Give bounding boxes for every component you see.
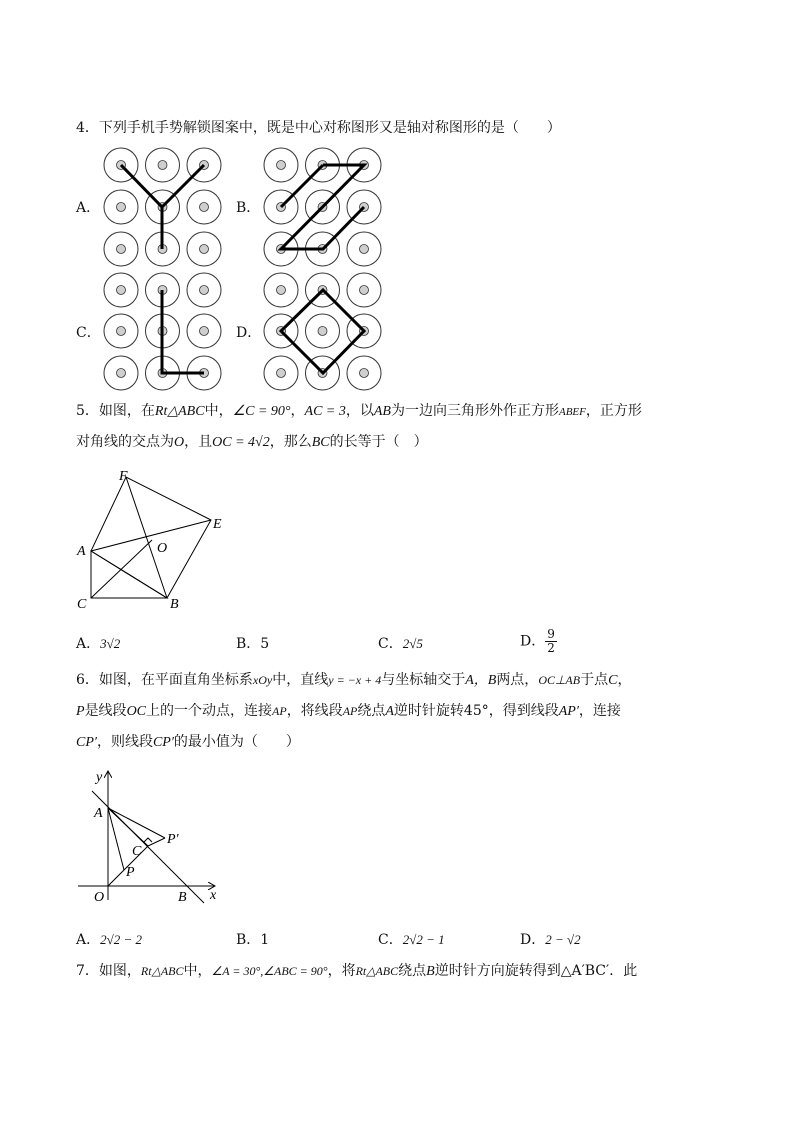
q4-option-b-label: B． bbox=[236, 200, 261, 216]
q6-math: CP′ bbox=[152, 735, 174, 750]
q4-dot-center bbox=[360, 286, 369, 295]
q5-text: 对角线的交点为 bbox=[76, 434, 174, 450]
q5-label-a: A bbox=[77, 544, 86, 559]
q7-math: B bbox=[426, 964, 435, 979]
q6-text: 两点， bbox=[496, 672, 539, 688]
q4-dot-center bbox=[117, 369, 126, 378]
q5-math: AC = 3 bbox=[304, 404, 346, 419]
q5-option-b: B．5 bbox=[236, 636, 270, 652]
q6-math: OC⊥AB bbox=[538, 673, 581, 687]
q6-line-3 bbox=[76, 732, 300, 753]
q4-pattern-grid-figure bbox=[0, 0, 794, 400]
q5-option-a-label: A． bbox=[76, 636, 101, 652]
q5-math: O bbox=[174, 435, 185, 450]
q6-text: ，将线段 bbox=[286, 703, 343, 719]
q4-dot-center bbox=[200, 245, 209, 254]
q6-math: C bbox=[608, 673, 618, 688]
q4-dot-center bbox=[200, 286, 209, 295]
q5-label-o: O bbox=[157, 541, 168, 556]
q5-label-c: C bbox=[77, 597, 87, 612]
q6-math: y = −x + 4 bbox=[328, 673, 382, 687]
q5-triangle-abc bbox=[91, 551, 167, 598]
q6-option-c bbox=[378, 930, 445, 950]
q7-line-1 bbox=[76, 961, 637, 982]
q5-math: Rt△ABC bbox=[154, 404, 205, 419]
q7-math: Rt△ABC bbox=[140, 964, 184, 978]
q7-text: 7．如图， bbox=[76, 963, 141, 979]
q6-math: AP bbox=[342, 704, 358, 718]
q5-text: ，那么 bbox=[269, 434, 312, 450]
q6-label-o: O bbox=[94, 890, 105, 905]
q7-text: 中， bbox=[183, 963, 212, 979]
q5-math: OC = 4√2 bbox=[212, 435, 270, 450]
q4-dot-center bbox=[117, 245, 126, 254]
q6-text: 是线段 bbox=[84, 703, 127, 719]
q4-stem: 4．下列手机手势解锁图案中，既是中心对称图形又是轴对称图形的是（ ） bbox=[76, 120, 561, 136]
q5-option-d-label: D． bbox=[520, 633, 546, 650]
q5-math: ∠C = 90° bbox=[232, 404, 291, 419]
q6-option-d-value: 2 − √2 bbox=[545, 932, 581, 947]
q6-math: A bbox=[385, 704, 394, 719]
q6-text: 与坐标轴交于 bbox=[381, 672, 466, 688]
q7-math: ∠A = 30°,∠ABC = 90° bbox=[211, 964, 328, 978]
q6-option-d-label: D． bbox=[520, 932, 546, 948]
q6-math: CP′ bbox=[76, 735, 97, 750]
q5-option-d-denominator: 2 bbox=[547, 641, 555, 655]
q6-math: P bbox=[76, 704, 85, 719]
q5-line-2 bbox=[76, 432, 428, 453]
q4-dot-center bbox=[360, 369, 369, 378]
q6-math: AP bbox=[272, 704, 287, 718]
q6-text: ，则线段 bbox=[96, 734, 153, 750]
q5-math: AB bbox=[373, 404, 391, 419]
q7-text: 逆时针方向旋转得到△A′BC′．此 bbox=[434, 963, 638, 979]
q6-line-2 bbox=[76, 701, 621, 722]
q6-segment-ap-prime bbox=[108, 808, 165, 838]
q6-text: 逆时针旋转45°，得到线段 bbox=[393, 703, 559, 719]
q6-option-c-label: C． bbox=[378, 932, 403, 948]
q4-dot-center bbox=[318, 327, 327, 336]
q6-text: 上的一个动点，连接 bbox=[146, 703, 273, 719]
q6-option-b: B．1 bbox=[236, 932, 270, 948]
q6-option-a bbox=[76, 930, 142, 950]
q5-geometry-figure bbox=[72, 465, 252, 615]
q7-text: ，将 bbox=[327, 963, 356, 979]
q6-segment-cp-prime bbox=[148, 838, 165, 846]
q6-label-p: P bbox=[126, 865, 135, 880]
q6-line-1 bbox=[76, 670, 631, 691]
q4-dot-center bbox=[277, 161, 286, 170]
q5-option-c-value: 2√5 bbox=[402, 636, 423, 651]
q4-dot-center bbox=[360, 245, 369, 254]
q5-label-b: B bbox=[170, 597, 179, 612]
q5-math: BC bbox=[311, 435, 330, 450]
q7-math: Rt△ABC bbox=[355, 964, 399, 978]
q6-math: A，B bbox=[465, 673, 497, 688]
q6-label-y: y bbox=[96, 770, 103, 785]
q5-text: 5．如图，在 bbox=[76, 403, 155, 419]
q6-label-c: C bbox=[132, 844, 142, 859]
q6-text: ，连接 bbox=[578, 703, 621, 719]
q5-option-a-value: 3√2 bbox=[100, 636, 121, 651]
q5-math: ABEF bbox=[558, 406, 586, 418]
q5-diagonal-ae bbox=[91, 520, 211, 551]
q5-option-d-numerator: 9 bbox=[547, 627, 555, 641]
q5-text: 中， bbox=[204, 403, 233, 419]
q4-dot-center bbox=[117, 203, 126, 212]
q5-option-d bbox=[520, 628, 557, 655]
q5-line-1 bbox=[76, 401, 642, 422]
q6-text: 绕点 bbox=[357, 703, 386, 719]
q6-segment-ac bbox=[108, 808, 148, 846]
q5-option-a bbox=[76, 634, 120, 654]
q6-text: 6．如图，在平面直角坐标系 bbox=[76, 672, 253, 688]
q4-dot-center bbox=[117, 327, 126, 336]
q5-text: 为一边向三角形外作正方形 bbox=[390, 403, 559, 419]
q4-dot-center bbox=[158, 161, 167, 170]
q6-math: xOy bbox=[252, 673, 273, 687]
q6-text: ， bbox=[617, 672, 632, 688]
q4-dot-center bbox=[117, 286, 126, 295]
q6-coordinate-figure bbox=[72, 765, 232, 915]
q4-dot-center bbox=[277, 369, 286, 378]
q6-segment-ap bbox=[108, 808, 124, 870]
q6-right-angle-mark bbox=[144, 838, 152, 842]
q6-math: OC bbox=[126, 704, 147, 719]
q5-text: ，且 bbox=[184, 434, 213, 450]
q4-option-a-label: A． bbox=[76, 200, 101, 216]
q4-dot-center bbox=[277, 286, 286, 295]
q5-option-c-label: C． bbox=[378, 636, 403, 652]
q6-option-a-value: 2√2 − 2 bbox=[100, 932, 143, 947]
q6-text: 于点 bbox=[580, 672, 609, 688]
q6-option-c-value: 2√2 − 1 bbox=[402, 932, 445, 947]
q5-text: ，正方形 bbox=[585, 403, 642, 419]
q5-text: 的长等于（ ） bbox=[329, 434, 428, 450]
q6-label-x: x bbox=[210, 888, 217, 903]
q5-text: ， bbox=[290, 403, 305, 419]
q4-option-c-label: C． bbox=[76, 325, 101, 341]
q6-option-d bbox=[520, 930, 581, 950]
q5-text: ，以 bbox=[345, 403, 374, 419]
q5-option-d-fraction bbox=[545, 628, 557, 655]
q4-dot-center bbox=[200, 327, 209, 336]
q5-label-e: E bbox=[213, 517, 222, 532]
q6-option-a-label: A． bbox=[76, 932, 101, 948]
q5-square-abef bbox=[91, 477, 211, 598]
q6-label-a: A bbox=[94, 806, 103, 821]
q6-label-p-prime: P′ bbox=[167, 832, 179, 847]
q5-label-f: F bbox=[119, 469, 128, 484]
q5-option-c bbox=[378, 634, 423, 654]
q4-option-d-label: D． bbox=[236, 325, 262, 341]
q6-text: 的最小值为（ ） bbox=[173, 734, 300, 750]
q4-dot-center bbox=[200, 203, 209, 212]
q6-text: 中，直线 bbox=[272, 672, 329, 688]
q7-text: 绕点 bbox=[398, 963, 427, 979]
q6-math: AP′ bbox=[558, 704, 579, 719]
q6-label-b: B bbox=[178, 890, 187, 905]
